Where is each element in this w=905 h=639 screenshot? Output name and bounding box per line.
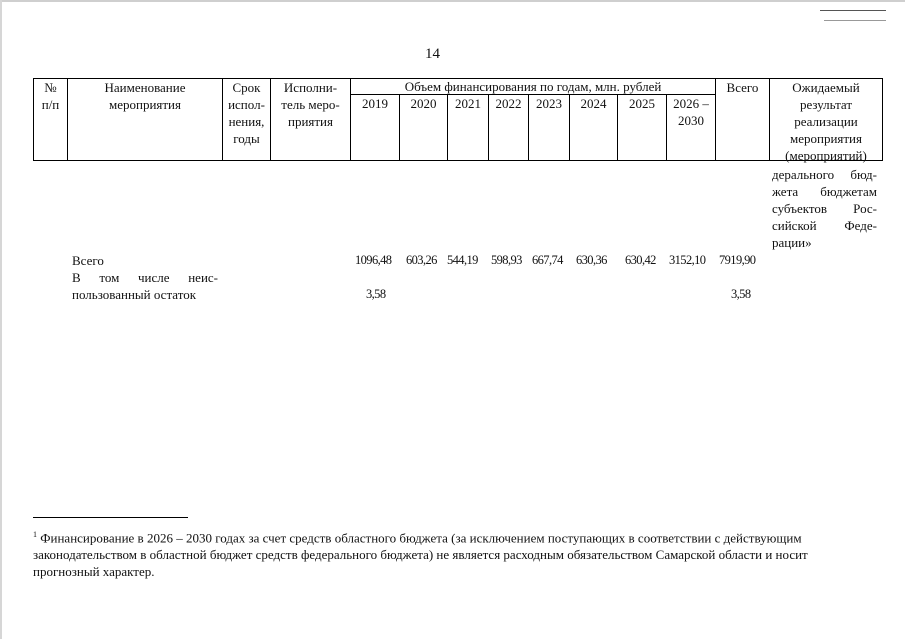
scan-left-edge [0, 0, 2, 639]
footnote [33, 526, 839, 580]
header-year-2021: 2021 [455, 96, 481, 111]
remainder-label-line: пользованный остаток [72, 287, 197, 302]
total-value-2024: 630,36 [576, 253, 607, 267]
header-year-2025: 2025 [629, 96, 655, 111]
result-line: жета бюджетам [772, 184, 877, 199]
total-value-2023: 667,74 [532, 253, 563, 267]
header-year-2022: 2022 [495, 96, 522, 111]
header-year-2020: 2020 [410, 96, 437, 111]
header-term: Срок испол- нения, годы [228, 80, 265, 146]
header-funding-group: Объем финансирования по годам, млн. рублей [404, 79, 662, 94]
table-header [33, 78, 883, 161]
result-line: рации» [772, 235, 812, 250]
total-value-2026-2030: 3152,10 [669, 253, 706, 267]
total-value-all: 7919,90 [719, 253, 756, 267]
header-number: № п/п [41, 80, 60, 112]
header-name: Наименование мероприятия [104, 80, 186, 112]
total-row-label: Всего [72, 253, 104, 268]
total-value-2020: 603,26 [406, 253, 437, 267]
total-value-2019: 1096,48 [355, 253, 392, 267]
total-value-2022: 598,93 [491, 253, 522, 267]
result-line: дерального бюд- [772, 167, 877, 182]
header-year-2026-2030: 2026 – 2030 [673, 96, 709, 128]
remainder-value-2019: 3,58 [366, 287, 386, 301]
header-year-2019: 2019 [362, 96, 388, 111]
scan-mark-line [824, 20, 886, 21]
total-value-2021: 544,19 [447, 253, 478, 267]
remainder-label-line: В том числе неис- [72, 270, 218, 285]
scan-mark-line [820, 10, 886, 11]
result-line: сийской Феде- [772, 218, 877, 233]
footnote-marker: 1 [33, 530, 37, 539]
footnote-rule [33, 517, 188, 518]
header-expected-result: Ожидаемый результат реализации мероприятия (мероприятий) [785, 80, 867, 163]
scan-top-edge [0, 0, 905, 2]
footnote-text: Финансирование в 2026 – 2030 годах за счет средств областного бюджета (за исключением поступающих в соответствии с действующим законодательством в областной бюджет средств федерального бюджета) не является расходным обязательством Самарской области и носит прогнозный характер. [33, 530, 808, 580]
result-line: субъектов Рос- [772, 201, 877, 216]
header-year-2024: 2024 [580, 96, 607, 111]
header-total: Всего [726, 80, 759, 95]
remainder-value-total: 3,58 [731, 287, 751, 301]
page-number: 14 [425, 46, 440, 62]
total-value-2025: 630,42 [625, 253, 656, 267]
header-executor: Исполни- тель меро- приятия [281, 80, 340, 129]
header-year-2023: 2023 [536, 96, 562, 111]
